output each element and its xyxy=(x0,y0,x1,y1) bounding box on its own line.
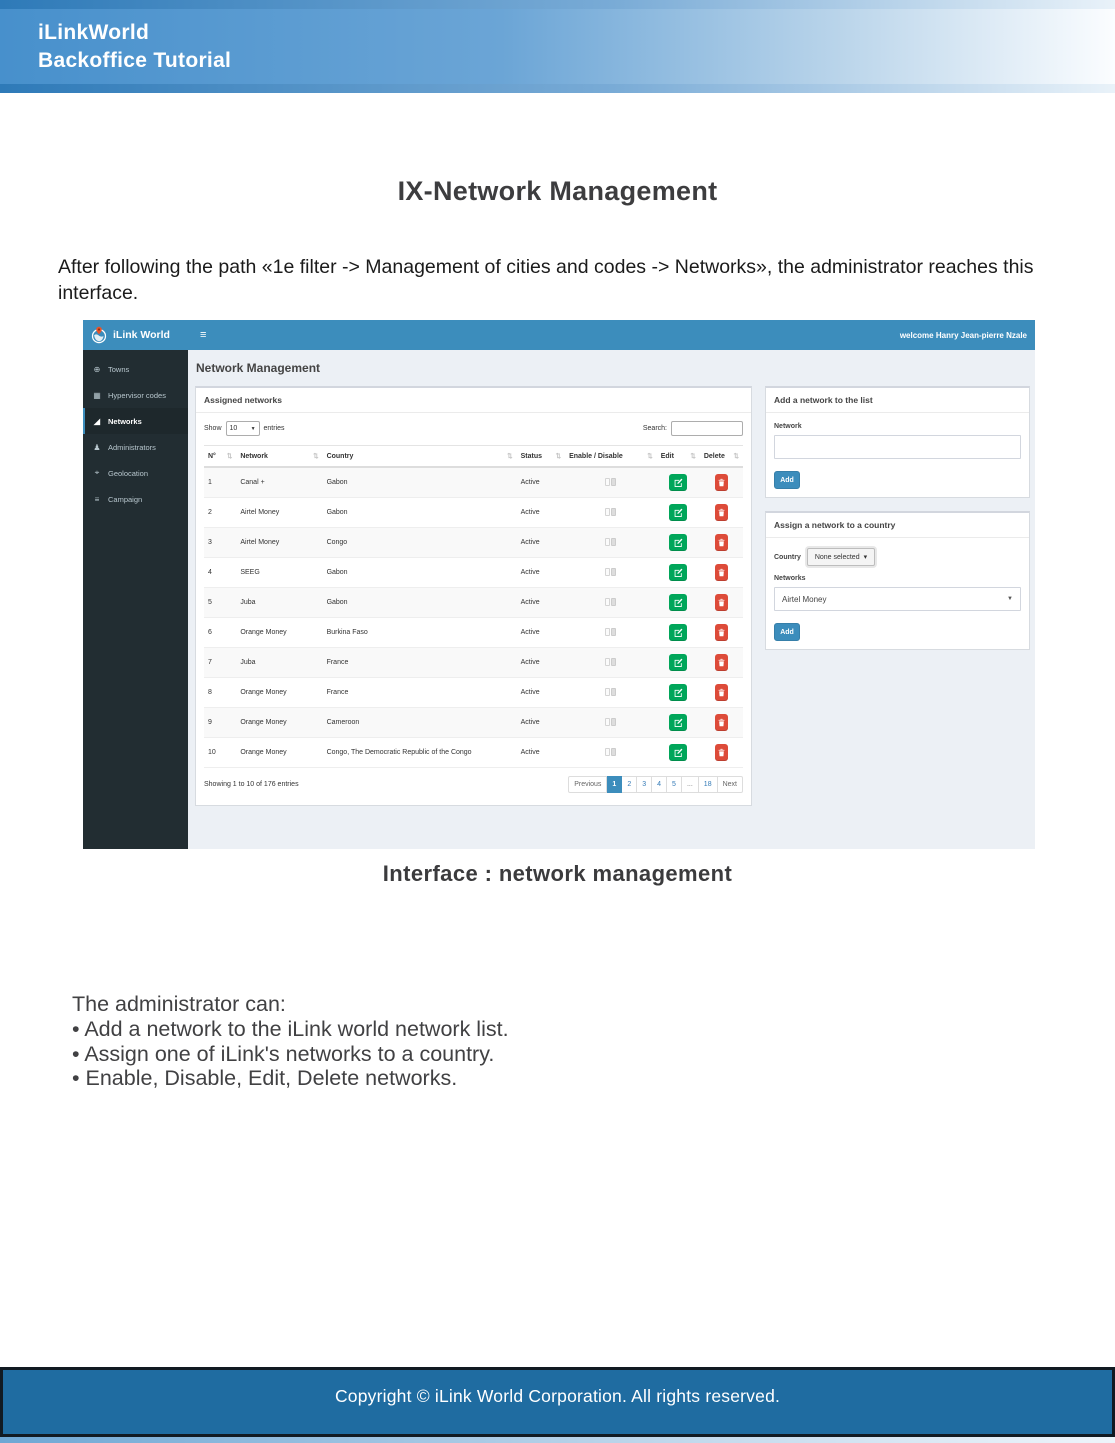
sort-icon: ⇅ xyxy=(313,453,319,460)
column-header-number[interactable]: N° ⇅ xyxy=(208,452,233,460)
table-summary: Showing 1 to 10 of 176 entries xyxy=(204,781,299,788)
trash-icon xyxy=(718,658,725,667)
pagination-previous[interactable]: Previous xyxy=(568,776,607,793)
row-country: Gabon xyxy=(326,599,348,606)
capability-bullet: • Add a network to the iLink world network list. xyxy=(72,1016,509,1041)
pencil-square-icon xyxy=(674,658,683,667)
user-icon: ♟ xyxy=(93,442,101,452)
row-network: Orange Money xyxy=(240,749,287,756)
screenshot-caption: Interface : network management xyxy=(382,861,733,886)
add-network-button[interactable]: Add xyxy=(774,471,800,489)
sidebar-item-networks[interactable] xyxy=(83,408,188,434)
add-network-title: Add a network to the list xyxy=(766,388,1029,413)
sort-icon: ⇅ xyxy=(647,453,653,460)
row-network: Airtel Money xyxy=(240,509,280,516)
tutorial-header xyxy=(0,0,1115,93)
network-select[interactable] xyxy=(774,587,1021,611)
country-dropdown-button[interactable]: None selected ▾ xyxy=(807,548,875,566)
row-status: Active xyxy=(520,539,540,546)
sidebar-item-label: Geolocation xyxy=(108,468,149,478)
country-field-label: Country xyxy=(774,553,801,561)
row-number: 10 xyxy=(208,749,216,756)
row-network: Orange Money xyxy=(240,629,287,636)
enable-disable-toggle[interactable] xyxy=(605,628,616,636)
pagination-page: ... xyxy=(682,776,699,793)
assign-network-panel xyxy=(765,511,1030,650)
header-band xyxy=(0,9,1115,84)
row-number: 6 xyxy=(208,629,212,636)
edit-button[interactable] xyxy=(669,594,687,611)
enable-disable-toggle[interactable] xyxy=(605,748,616,756)
row-number: 7 xyxy=(208,659,212,666)
pagination-page[interactable]: 18 xyxy=(699,776,718,793)
row-number: 3 xyxy=(208,539,212,546)
pencil-square-icon xyxy=(674,478,683,487)
app-page-title: Network Management xyxy=(196,361,321,375)
pencil-square-icon xyxy=(674,598,683,607)
row-status: Active xyxy=(520,569,540,576)
sidebar-item-label: Towns xyxy=(108,364,130,374)
capability-bullet: • Enable, Disable, Edit, Delete networks. xyxy=(72,1066,458,1091)
pagination-page[interactable]: 3 xyxy=(637,776,652,793)
table-row xyxy=(204,678,743,708)
edit-button[interactable] xyxy=(669,744,687,761)
row-number: 8 xyxy=(208,689,212,696)
sidebar-item-geolocation[interactable] xyxy=(83,460,188,486)
search-label: Search: xyxy=(642,425,667,432)
caret-down-icon: ▼ xyxy=(1007,596,1013,602)
header-bottom-stripe xyxy=(0,84,1115,93)
assigned-networks-title: Assigned networks xyxy=(196,388,751,413)
delete-button[interactable] xyxy=(715,534,728,551)
header-top-stripe xyxy=(0,0,1115,9)
delete-button[interactable] xyxy=(715,714,728,731)
delete-button[interactable] xyxy=(715,504,728,521)
edit-button[interactable] xyxy=(669,474,687,491)
row-number: 5 xyxy=(208,599,212,606)
trash-icon xyxy=(718,748,725,757)
edit-button[interactable] xyxy=(669,534,687,551)
sidebar-item-administrators[interactable] xyxy=(83,434,188,460)
sidebar-item-campaign[interactable] xyxy=(83,486,188,512)
sidebar-item-label: Administrators xyxy=(108,442,156,452)
enable-disable-toggle[interactable] xyxy=(605,508,616,516)
column-header-country[interactable]: Country ⇅ xyxy=(326,452,513,460)
pencil-square-icon xyxy=(674,538,683,547)
delete-button[interactable] xyxy=(715,744,728,761)
enable-disable-toggle[interactable] xyxy=(605,538,616,546)
copyright-text: Copyright © iLink World Corporation. All rights reserved. xyxy=(334,1385,781,1406)
row-number: 9 xyxy=(208,719,212,726)
grid-icon: ▦ xyxy=(93,390,101,400)
app-topbar xyxy=(83,320,1035,350)
pagination-page[interactable]: 5 xyxy=(667,776,682,793)
trash-icon xyxy=(718,598,725,607)
table-row xyxy=(204,468,743,498)
row-network: Orange Money xyxy=(240,689,287,696)
pencil-square-icon xyxy=(674,568,683,577)
app-brand-name: iLink World xyxy=(113,329,170,341)
page-size-value: 10 xyxy=(229,425,238,432)
table-row xyxy=(204,588,743,618)
sidebar-item-label: Networks xyxy=(108,416,142,426)
table-row xyxy=(204,498,743,528)
edit-button[interactable] xyxy=(669,624,687,641)
signal-icon: ◢ xyxy=(93,416,101,426)
row-country: Congo, The Democratic Republic of the Congo xyxy=(326,749,472,756)
pagination-page[interactable]: 4 xyxy=(652,776,667,793)
sidebar-item-towns[interactable] xyxy=(83,356,188,382)
sort-icon: ⇅ xyxy=(733,453,739,460)
delete-button[interactable] xyxy=(715,654,728,671)
welcome-user-label: welcome Hanry Jean-pierre Nzale xyxy=(899,330,1027,340)
add-network-panel xyxy=(765,386,1030,498)
row-network: SEEG xyxy=(240,569,260,576)
row-status: Active xyxy=(520,659,540,666)
trash-icon xyxy=(718,688,725,697)
edit-button[interactable] xyxy=(669,684,687,701)
row-number: 4 xyxy=(208,569,212,576)
networks-field-label: Networks xyxy=(774,575,806,582)
network-field-label: Network xyxy=(774,423,802,430)
trash-icon xyxy=(718,568,725,577)
row-country: Gabon xyxy=(326,509,348,516)
row-network: Airtel Money xyxy=(240,539,280,546)
sidebar-item-label: Hypervisor codes xyxy=(108,390,166,400)
row-number: 1 xyxy=(208,479,212,486)
enable-disable-toggle[interactable] xyxy=(605,688,616,696)
networks-table xyxy=(204,445,743,768)
row-network: Orange Money xyxy=(240,719,287,726)
pencil-square-icon xyxy=(674,508,683,517)
interface-screenshot xyxy=(83,320,1035,849)
pencil-square-icon xyxy=(674,718,683,727)
enable-disable-toggle[interactable] xyxy=(605,658,616,666)
row-status: Active xyxy=(520,749,540,756)
map-marker-icon: ⌖ xyxy=(94,468,100,477)
assign-network-title: Assign a network to a country xyxy=(766,513,1029,538)
trash-icon xyxy=(718,538,725,547)
row-country: Congo xyxy=(326,539,348,546)
row-country: Burkina Faso xyxy=(326,629,368,636)
row-country: France xyxy=(326,689,349,696)
sort-icon: ⇅ xyxy=(226,453,233,460)
delete-button[interactable] xyxy=(715,594,728,611)
assign-add-button[interactable]: Add xyxy=(774,623,800,641)
enable-disable-toggle[interactable] xyxy=(605,478,616,486)
hamburger-menu-icon[interactable]: ≡ xyxy=(200,329,207,341)
enable-disable-toggle[interactable] xyxy=(605,568,616,576)
table-row xyxy=(204,648,743,678)
row-network: Juba xyxy=(240,659,256,666)
search-input[interactable] xyxy=(671,421,743,436)
sort-icon: ⇅ xyxy=(555,453,562,460)
app-content xyxy=(188,350,1035,849)
column-header-enable-disable[interactable]: Enable / Disable ⇅ xyxy=(569,452,653,460)
page-size-select[interactable] xyxy=(226,421,260,436)
sort-icon: ⇅ xyxy=(507,453,513,460)
pagination-page[interactable]: 1 xyxy=(607,776,622,793)
capability-bullet: • Assign one of iLink's networks to a country. xyxy=(72,1041,495,1066)
header-brand: iLinkWorld xyxy=(38,21,150,44)
header-subtitle: Backoffice Tutorial xyxy=(38,49,232,72)
pencil-square-icon xyxy=(674,688,683,697)
table-row xyxy=(204,618,743,648)
pencil-square-icon xyxy=(674,628,683,637)
pagination-next[interactable]: Next xyxy=(718,776,743,793)
pagination-page[interactable]: 2 xyxy=(622,776,637,793)
column-header-delete[interactable]: Delete ⇅ xyxy=(703,452,739,460)
row-country: France xyxy=(326,659,349,666)
caret-down-icon: ▼ xyxy=(250,425,256,432)
network-select-value: Airtel Money xyxy=(782,594,827,604)
trash-icon xyxy=(718,628,725,637)
assigned-networks-panel xyxy=(195,386,752,806)
network-name-input[interactable] xyxy=(774,435,1021,459)
column-header-edit[interactable]: Edit ⇅ xyxy=(660,452,696,460)
admin-capabilities xyxy=(72,992,509,1091)
row-country: Gabon xyxy=(326,569,348,576)
show-label: Show xyxy=(204,425,222,432)
trash-icon xyxy=(718,508,725,517)
page-title: IX-Network Management xyxy=(397,176,718,206)
edit-button[interactable] xyxy=(669,564,687,581)
trash-icon xyxy=(718,718,725,727)
edit-button[interactable] xyxy=(669,504,687,521)
trash-icon xyxy=(718,478,725,487)
copyright-footer xyxy=(0,1367,1115,1437)
row-country: Gabon xyxy=(326,479,348,486)
row-status: Active xyxy=(520,479,540,486)
row-status: Active xyxy=(520,599,540,606)
table-header-row xyxy=(204,446,743,468)
row-country: Cameroon xyxy=(326,719,360,726)
table-row xyxy=(204,528,743,558)
table-row xyxy=(204,738,743,768)
footer-bottom-stripe xyxy=(0,1437,1115,1443)
row-number: 2 xyxy=(208,509,212,516)
column-header-network[interactable]: Network ⇅ xyxy=(240,452,319,460)
column-header-status[interactable]: Status ⇅ xyxy=(520,452,562,460)
app-logo[interactable] xyxy=(83,320,188,350)
list-icon: ≡ xyxy=(94,494,100,504)
delete-button[interactable] xyxy=(715,474,728,491)
sidebar-item-hypervisor-codes[interactable] xyxy=(83,382,188,408)
globe-pin-logo-icon xyxy=(90,326,108,344)
caret-down-icon: ▾ xyxy=(863,554,868,561)
row-status: Active xyxy=(520,689,540,696)
table-row xyxy=(204,558,743,588)
row-status: Active xyxy=(520,509,540,516)
globe-icon: ⊕ xyxy=(93,364,101,374)
sort-icon: ⇅ xyxy=(690,453,696,460)
edit-button[interactable] xyxy=(669,654,687,671)
pagination xyxy=(568,776,743,793)
entries-label: entries xyxy=(263,425,285,432)
intro-paragraph: After following the path «1e filter -> Management of cities and codes -> Networks», the administrator reaches this interface. xyxy=(58,256,1034,304)
row-status: Active xyxy=(520,629,540,636)
table-row xyxy=(204,708,743,738)
enable-disable-toggle[interactable] xyxy=(605,718,616,726)
row-network: Juba xyxy=(240,599,256,606)
row-network: Canal + xyxy=(240,479,265,486)
delete-button[interactable] xyxy=(715,564,728,581)
delete-button[interactable] xyxy=(715,684,728,701)
app-sidebar xyxy=(83,350,188,849)
enable-disable-toggle[interactable] xyxy=(605,598,616,606)
row-status: Active xyxy=(520,719,540,726)
pencil-square-icon xyxy=(674,748,683,757)
sidebar-item-label: Campaign xyxy=(108,494,143,504)
edit-button[interactable] xyxy=(669,714,687,731)
delete-button[interactable] xyxy=(715,624,728,641)
capabilities-lead: The administrator can: xyxy=(72,992,286,1016)
